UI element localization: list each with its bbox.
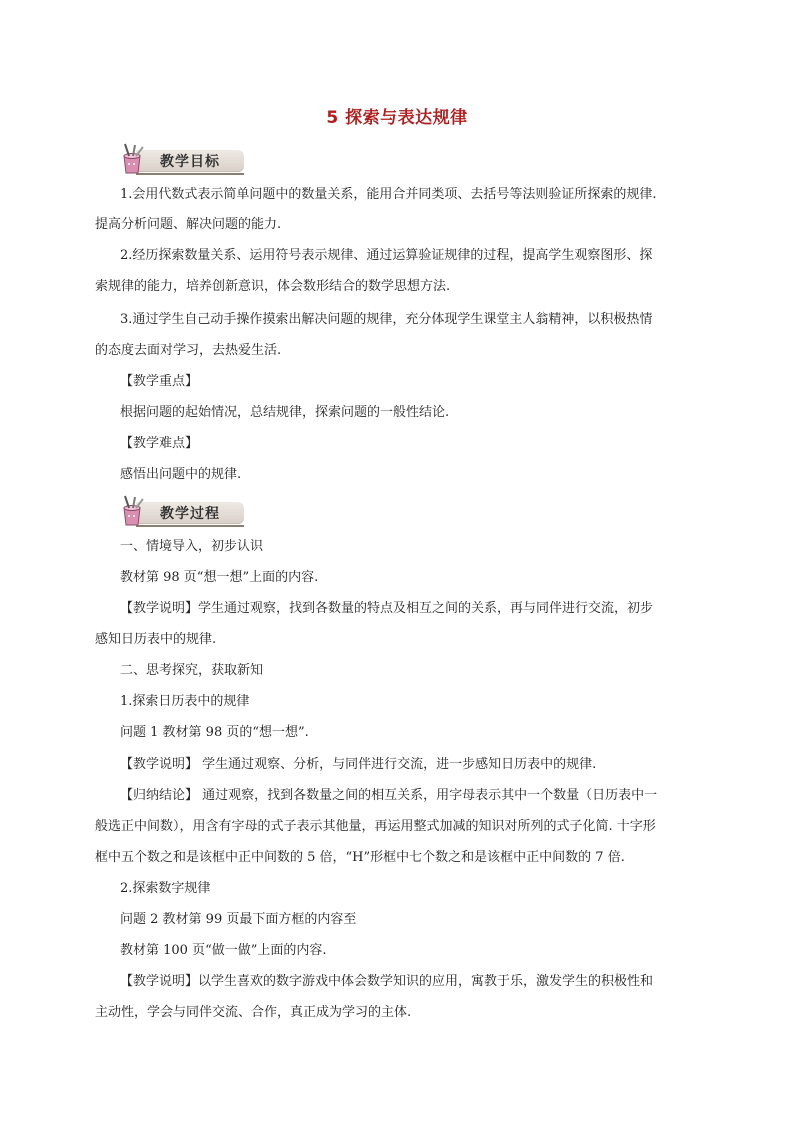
goal-1-line-1: 1.会用代数式表示简单问题中的数量关系，能用合并同类项、去括号等法则验证所探索的规律. (120, 187, 657, 202)
key-point-text: 根据问题的起始情况，总结规律，探索问题的一般性结论. (120, 405, 450, 420)
process-note-line-1: 【教学说明】以学生喜欢的数字游戏中体会数学知识的应用，寓教于乐，激发学生的积极性和 (120, 974, 654, 989)
goal-2-line-1: 2.经历探索数量关系、运用符号表示规律、通过运算验证规律的过程，提高学生观察图形、探 (120, 248, 653, 263)
goal-2-line-2: 索规律的能力，培养创新意识，体会数形结合的数学思想方法. (95, 279, 451, 294)
difficulty-text: 感悟出问题中的规律. (120, 467, 242, 482)
section-banner-goals (118, 142, 246, 176)
process-text: 教材第 100 页“做一做”上面的内容. (120, 943, 327, 958)
process-heading-2: 二、思考探究，获取新知 (120, 663, 264, 678)
process-note-line-2: 感知日历表中的规律. (95, 632, 217, 647)
pencil-cup-icon (118, 494, 158, 528)
goal-3-line-1: 3.通过学生自己动手操作摸索出解决问题的规律，充分体现学生课堂主人翁精神，以积极热情 (120, 312, 653, 327)
process-note: 【教学说明】 学生通过观察、分析，与同伴进行交流，进一步感知日历表中的规律. (120, 757, 597, 772)
process-question-1: 问题 1 教材第 98 页的“想一想”. (120, 725, 309, 740)
goal-3-line-2: 的态度去面对学习，去热爱生活. (95, 343, 282, 358)
process-text: 教材第 98 页“想一想”上面的内容. (120, 570, 319, 585)
conclusion-line-2: 般选正中间数），用含有字母的式子表示其他量，再运用整式加减的知识对所列的式子化简. 十字形 (95, 819, 656, 834)
process-subheading-1: 1.探索日历表中的规律 (120, 694, 250, 709)
difficulty-heading: 【教学难点】 (120, 436, 199, 451)
process-question-2: 问题 2 教材第 99 页最下面方框的内容至 (120, 912, 357, 927)
key-point-heading: 【教学重点】 (120, 374, 199, 389)
section-title-goals: 教学目标 (160, 154, 220, 170)
process-heading-1: 一、情境导入，初步认识 (120, 539, 264, 554)
conclusion-line-1: 【归纳结论】 通过观察，找到各数量之间的相互关系，用字母表示其中一个数量（日历表中一 (120, 788, 658, 803)
process-note-line-2: 主动性，学会与同伴交流、合作，真正成为学习的主体. (95, 1005, 412, 1020)
goal-1-line-2: 提高分析问题、解决问题的能力. (95, 217, 282, 232)
page-title: 5 探索与表达规律 (326, 108, 468, 128)
conclusion-line-3: 框中五个数之和是该框中正中间数的 5 倍，“H”形框中七个数之和是该框中正中间数的 7 倍. (95, 850, 625, 865)
pencil-cup-icon (118, 142, 158, 176)
section-title-process: 教学过程 (160, 506, 220, 522)
section-banner-process (118, 494, 246, 528)
process-note-line-1: 【教学说明】学生通过观察，找到各数量的特点及相互之间的关系，再与同伴进行交流，初步 (120, 601, 654, 616)
process-subheading-2: 2.探索数字规律 (120, 881, 211, 896)
